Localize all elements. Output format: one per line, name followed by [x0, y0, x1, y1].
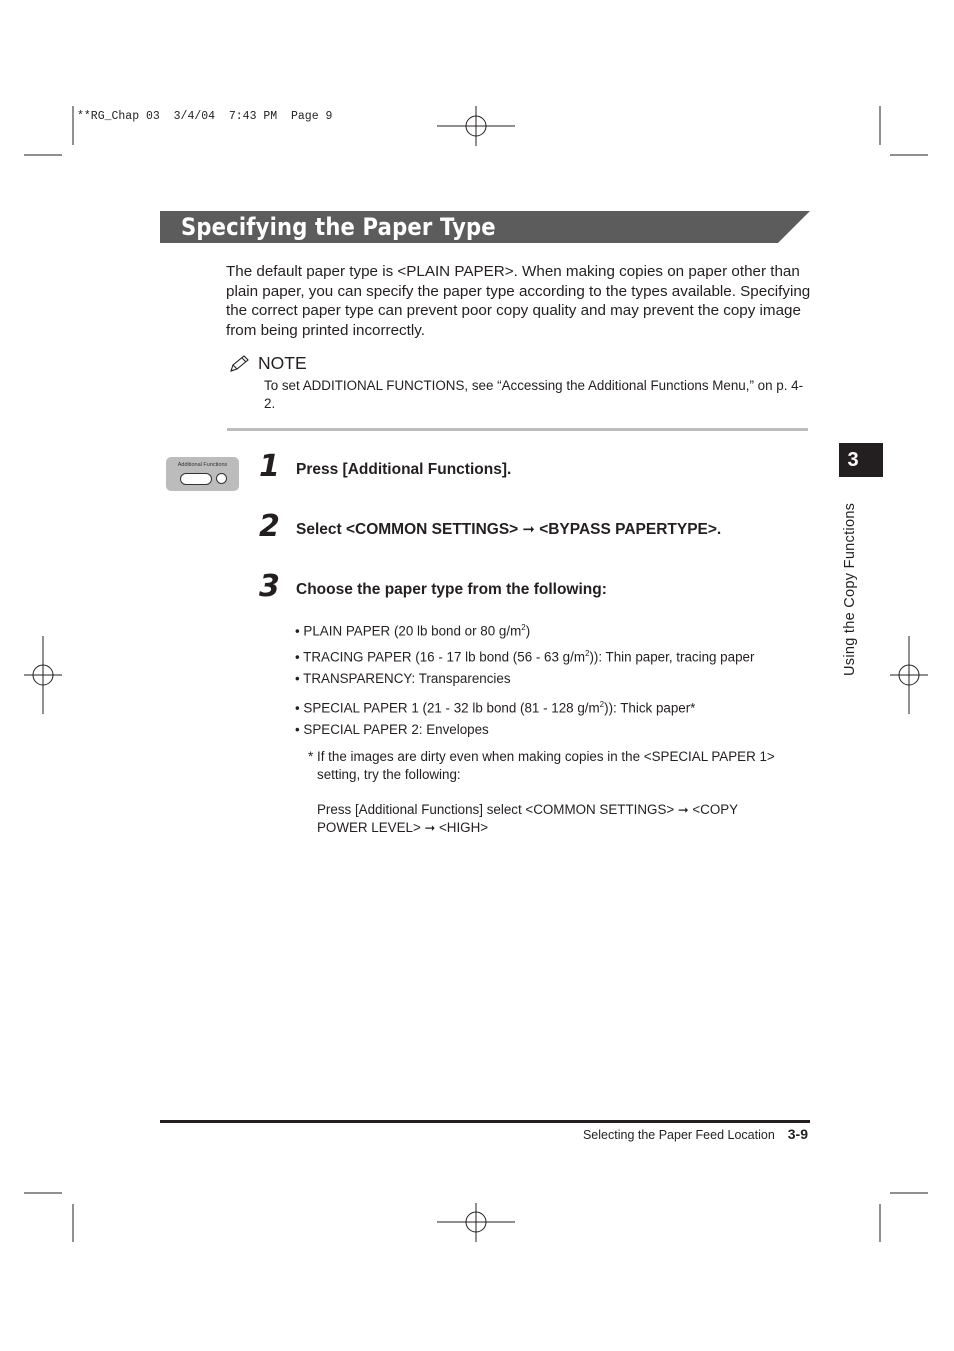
key-button-shape [180, 473, 212, 485]
paper-type-list [295, 618, 815, 746]
list-item: • TRACING PAPER (16 - 17 lb bond (56 - 63 $g/m^2$)): Thin paper, tracing paper [295, 648, 755, 664]
footer-section: Selecting the Paper Feed Location [582, 1128, 775, 1142]
arrow-icon: ➞ [522, 522, 535, 538]
step-1-number: 1 [259, 449, 280, 484]
chapter-number: 3 [847, 449, 859, 471]
footnote-mark: * [308, 749, 314, 764]
slug-file: **RG_Chap 03 [77, 110, 160, 123]
arrow-icon: ➞ [424, 819, 436, 835]
page-number: 3-9 [787, 1126, 808, 1142]
step-3-number: 3 [259, 569, 280, 604]
page-footer [583, 1126, 808, 1142]
slug-date: 3/4/04 [173, 110, 216, 123]
intro-paragraph: The default paper type is <PLAIN PAPER>. When making copies on paper other than plain paper, you can specify the paper type according to the types available. Specifying the correct paper type can prevent poor copy quality and may prevent the copy image from being printed incorrectly. [226, 263, 811, 339]
chapter-tab [839, 443, 883, 477]
footnote [308, 748, 808, 836]
list-item: • TRANSPARENCY: Transparencies [295, 671, 511, 686]
footer-rule [160, 1120, 810, 1123]
section-title-bar [160, 211, 810, 243]
step-2-number: 2 [259, 509, 280, 544]
step-2-text [296, 520, 721, 540]
note-divider [227, 428, 808, 431]
footnote-procedure: Press [Additional Functions] select <COMMON SETTINGS> ➞ <COPY POWER LEVEL> ➞ <HIGH> [317, 802, 739, 835]
step-3-text: Choose the paper type from the following: [296, 581, 607, 598]
list-item: • PLAIN PAPER (20 lb bond or 80 $g/m^2$) [295, 623, 531, 639]
section-title: Specifying the Paper Type [181, 213, 496, 241]
note-heading [228, 353, 307, 374]
footnote-lines [308, 748, 808, 783]
key-indicator-icon [216, 473, 227, 484]
note-label: NOTE [258, 353, 307, 373]
pencil-icon [228, 354, 250, 374]
slug-page: Page 9 [291, 110, 333, 123]
list-item: • SPECIAL PAPER 1 (21 - 32 lb bond (81 - 128 $g/m^2$)): Thick paper* [295, 699, 696, 715]
footnote-line-2: setting, try the following: [317, 766, 461, 782]
key-label: Additional Functions [177, 462, 228, 468]
additional-functions-key-icon [166, 457, 239, 491]
step-1-text: Press [Additional Functions]. [296, 461, 512, 478]
chapter-side-title: Using the Copy Functions [842, 502, 858, 676]
step-2-text-a: Select <COMMON SETTINGS> [296, 521, 519, 538]
note-text: To set ADDITIONAL FUNCTIONS, see “Accessing the Additional Functions Menu,” on p. 4-2. [264, 378, 804, 411]
footnote-line-1: If the images are dirty even when making copies in the <SPECIAL PAPER 1> [317, 749, 775, 764]
list-item: • SPECIAL PAPER 2: Envelopes [295, 722, 489, 737]
step-2-text-b: <BYPASS PAPERTYPE>. [539, 521, 722, 538]
slug-time: 7:43 PM [228, 110, 278, 123]
arrow-icon: ➞ [677, 802, 689, 817]
